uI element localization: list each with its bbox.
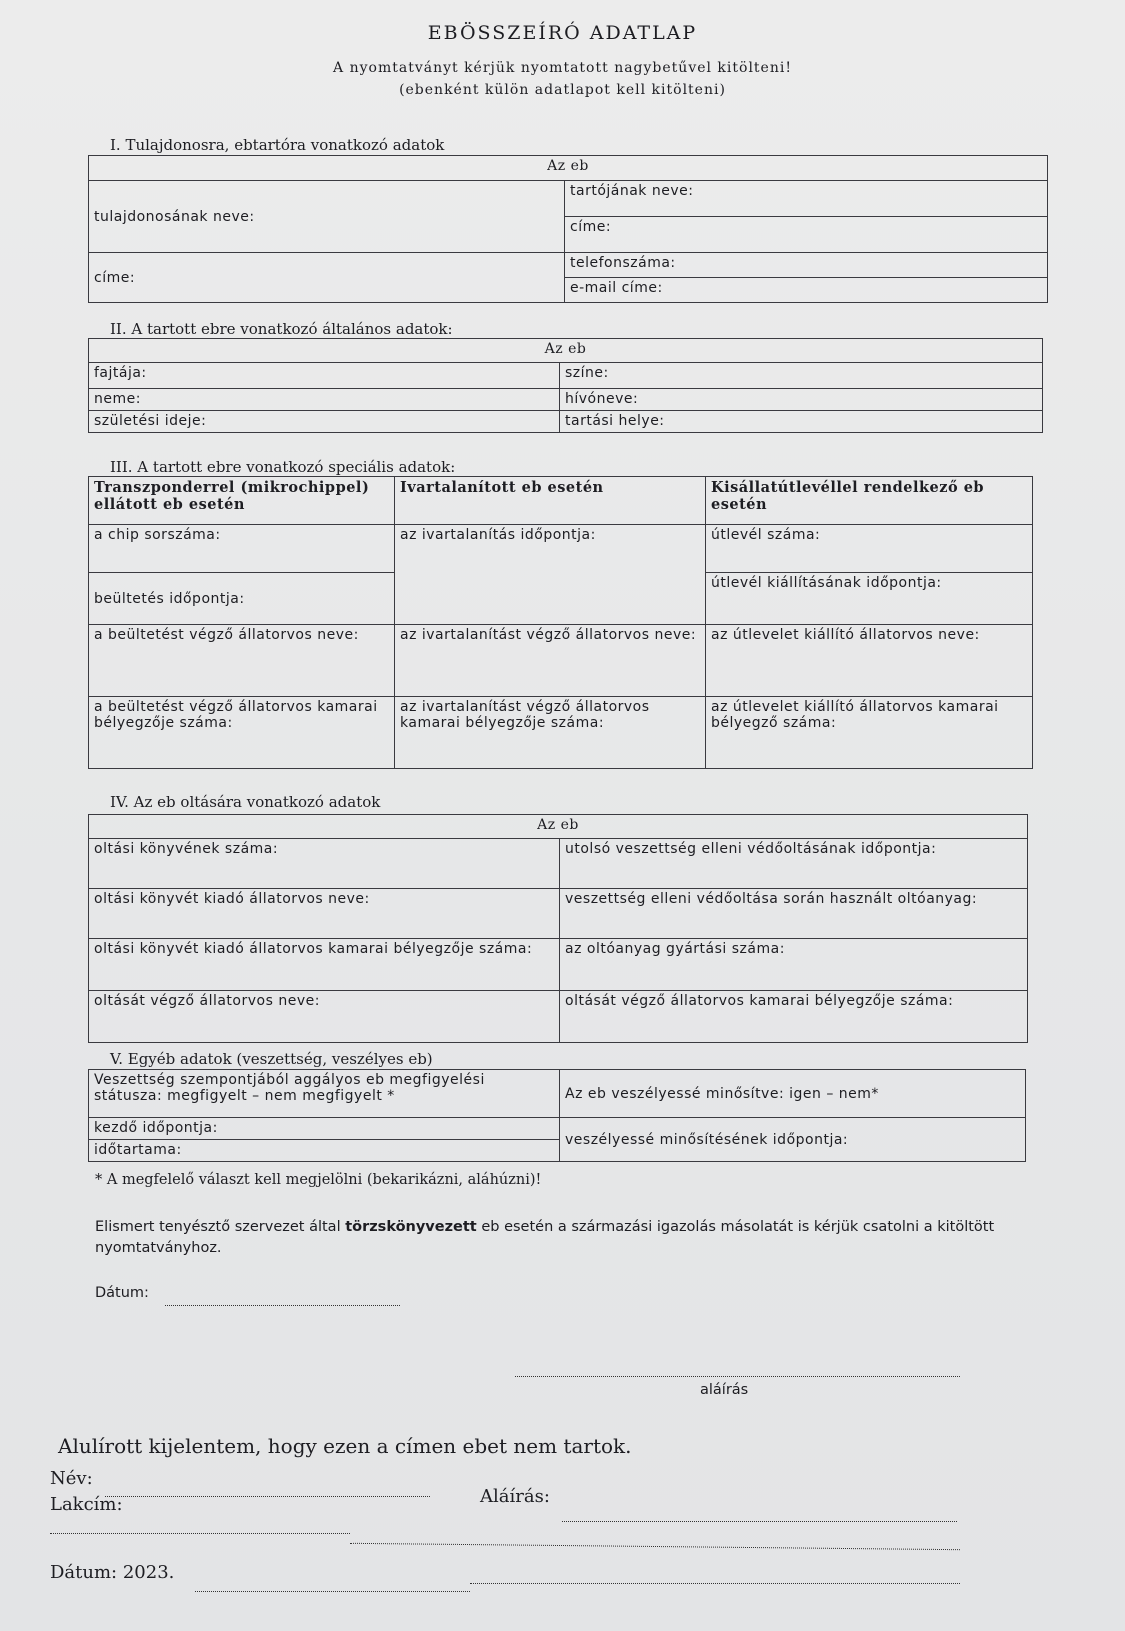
neuter-column-header: Ivartalanított eb esetén [395,477,706,525]
neuter-stamp-field[interactable]: az ivartalanítást végző állatorvos kamarai bélyegzője száma: [395,697,706,769]
phone-field[interactable]: telefonszáma: [565,253,1048,278]
declaration-name-label: Név: [50,1468,93,1489]
neuter-date-field[interactable]: az ivartalanítás időpontja: [395,525,706,625]
declaration-date-line-2[interactable] [470,1583,960,1584]
vaccinating-vet-field[interactable]: oltását végző állatorvos neve: [89,991,560,1043]
dangerous-date-field[interactable]: veszélyessé minősítésének időpontja: [560,1118,1026,1162]
section-2-title: II. A tartott ebre vonatkozó általános adatok: [110,320,453,338]
instruction-note: (ebenként külön adatlapot kell kitölteni) [399,82,726,98]
dangerous-dog-field[interactable]: Az eb veszélyessé minősítve: igen – nem* [560,1070,1026,1118]
book-vet-stamp-field[interactable]: oltási könyvét kiadó állatorvos kamarai bélyegzője száma: [89,939,560,991]
declaration-date-line[interactable] [195,1591,470,1592]
book-issuing-vet-field[interactable]: oltási könyvét kiadó állatorvos neve: [89,889,560,939]
instruction-line: A nyomtatványt kérjük nyomtatott nagybetűvel kitölteni! [333,60,792,76]
chip-number-field[interactable]: a chip sorszáma: [89,525,395,573]
passport-vet-field[interactable]: az útlevelet kiállító állatorvos neve: [706,625,1033,697]
declaration-statement: Alulírott kijelentem, hogy ezen a címen ebet nem tartok. [58,1434,632,1458]
declaration-date-label: Dátum: 2023. [50,1562,175,1583]
declaration-address-label: Lakcím: [50,1494,123,1515]
date-line[interactable] [165,1305,400,1306]
neuter-vet-field[interactable]: az ivartalanítást végző állatorvos neve: [395,625,706,697]
footnote: * A megfelelő választ kell megjelölni (bekarikázni, aláhúzni)! [95,1172,542,1188]
last-rabies-vaccination-field[interactable]: utolsó veszettség elleni védőoltásának időpontja: [560,839,1028,889]
pedigree-note-end: eb esetén a származási igazolás másolatát is kérjük csatolni a kitöltött nyomtatványhoz. [95,1219,995,1256]
declaration-name-line[interactable] [105,1496,430,1497]
declaration-address-line-2[interactable] [350,1543,960,1550]
pedigree-note-emphasis: törzskönyvezett [345,1219,477,1235]
section-5-table [88,1069,1026,1162]
implant-stamp-field[interactable]: a beültetést végző állatorvos kamarai bélyegzője száma: [89,697,395,769]
keeping-place-field[interactable]: tartási helye: [560,411,1043,433]
form-title: EBÖSSZEÍRÓ ADATLAP [427,22,698,44]
declaration-signature-label: Aláírás: [480,1486,550,1507]
vaccination-book-number-field[interactable]: oltási könyvének száma: [89,839,560,889]
observation-start-field[interactable]: kezdő időpontja: [89,1118,560,1140]
section-3-table [88,476,1033,769]
passport-column-header: Kisállatútlevéllel rendelkező eb esetén [706,477,1033,525]
call-name-field[interactable]: hívóneve: [560,389,1043,411]
owner-address-field[interactable]: címe: [89,253,565,303]
implant-date-field[interactable]: beültetés időpontja: [89,573,395,625]
keeper-name-field[interactable]: tartójának neve: [565,181,1048,217]
section-1-header: Az eb [89,156,1048,181]
section-4-title: IV. Az eb oltására vonatkozó adatok [110,793,381,811]
section-1-table [88,155,1048,303]
breed-field[interactable]: fajtája: [89,363,560,389]
birth-date-field[interactable]: születési ideje: [89,411,560,433]
section-2-table [88,338,1043,433]
section-5-title: V. Egyéb adatok (veszettség, veszélyes eb) [110,1050,433,1068]
pedigree-note-start: Elismert tenyésztő szervezet által [95,1219,346,1235]
rabies-observation-status-field[interactable]: Veszettség szempontjából aggályos eb megfigyelési státusza: megfigyelt – nem megfigyelt * [89,1070,560,1118]
section-4-header: Az eb [89,815,1028,839]
email-field[interactable]: e-mail címe: [565,278,1048,303]
passport-number-field[interactable]: útlevél száma: [706,525,1033,573]
date-label: Dátum: [95,1285,149,1301]
section-4-table [88,814,1028,1043]
passport-stamp-field[interactable]: az útlevelet kiállító állatorvos kamarai bélyegző száma: [706,697,1033,769]
vaccine-used-field[interactable]: veszettség elleni védőoltása során használt oltóanyag: [560,889,1028,939]
implant-vet-field[interactable]: a beültetést végző állatorvos neve: [89,625,395,697]
sex-field[interactable]: neme: [89,389,560,411]
pedigree-note [95,1217,1045,1259]
section-1-title: I. Tulajdonosra, ebtartóra vonatkozó adatok [110,136,445,154]
section-2-header: Az eb [89,339,1043,363]
keeper-address-field[interactable]: címe: [565,217,1048,253]
declaration-address-line[interactable] [50,1533,350,1534]
vaccinating-vet-stamp-field[interactable]: oltását végző állatorvos kamarai bélyegzője száma: [560,991,1028,1043]
vaccine-batch-field[interactable]: az oltóanyag gyártási száma: [560,939,1028,991]
chip-column-header: Transzponderrel (mikrochippel) ellátott eb esetén [89,477,395,525]
passport-date-field[interactable]: útlevél kiállításának időpontja: [706,573,1033,625]
signature-caption: aláírás [700,1382,749,1398]
section-3-title: III. A tartott ebre vonatkozó speciális adatok: [110,458,456,476]
declaration-signature-line[interactable] [562,1521,957,1522]
signature-line[interactable] [515,1376,960,1377]
owner-name-field[interactable]: tulajdonosának neve: [89,181,565,253]
color-field[interactable]: színe: [560,363,1043,389]
observation-duration-field[interactable]: időtartama: [89,1140,560,1162]
